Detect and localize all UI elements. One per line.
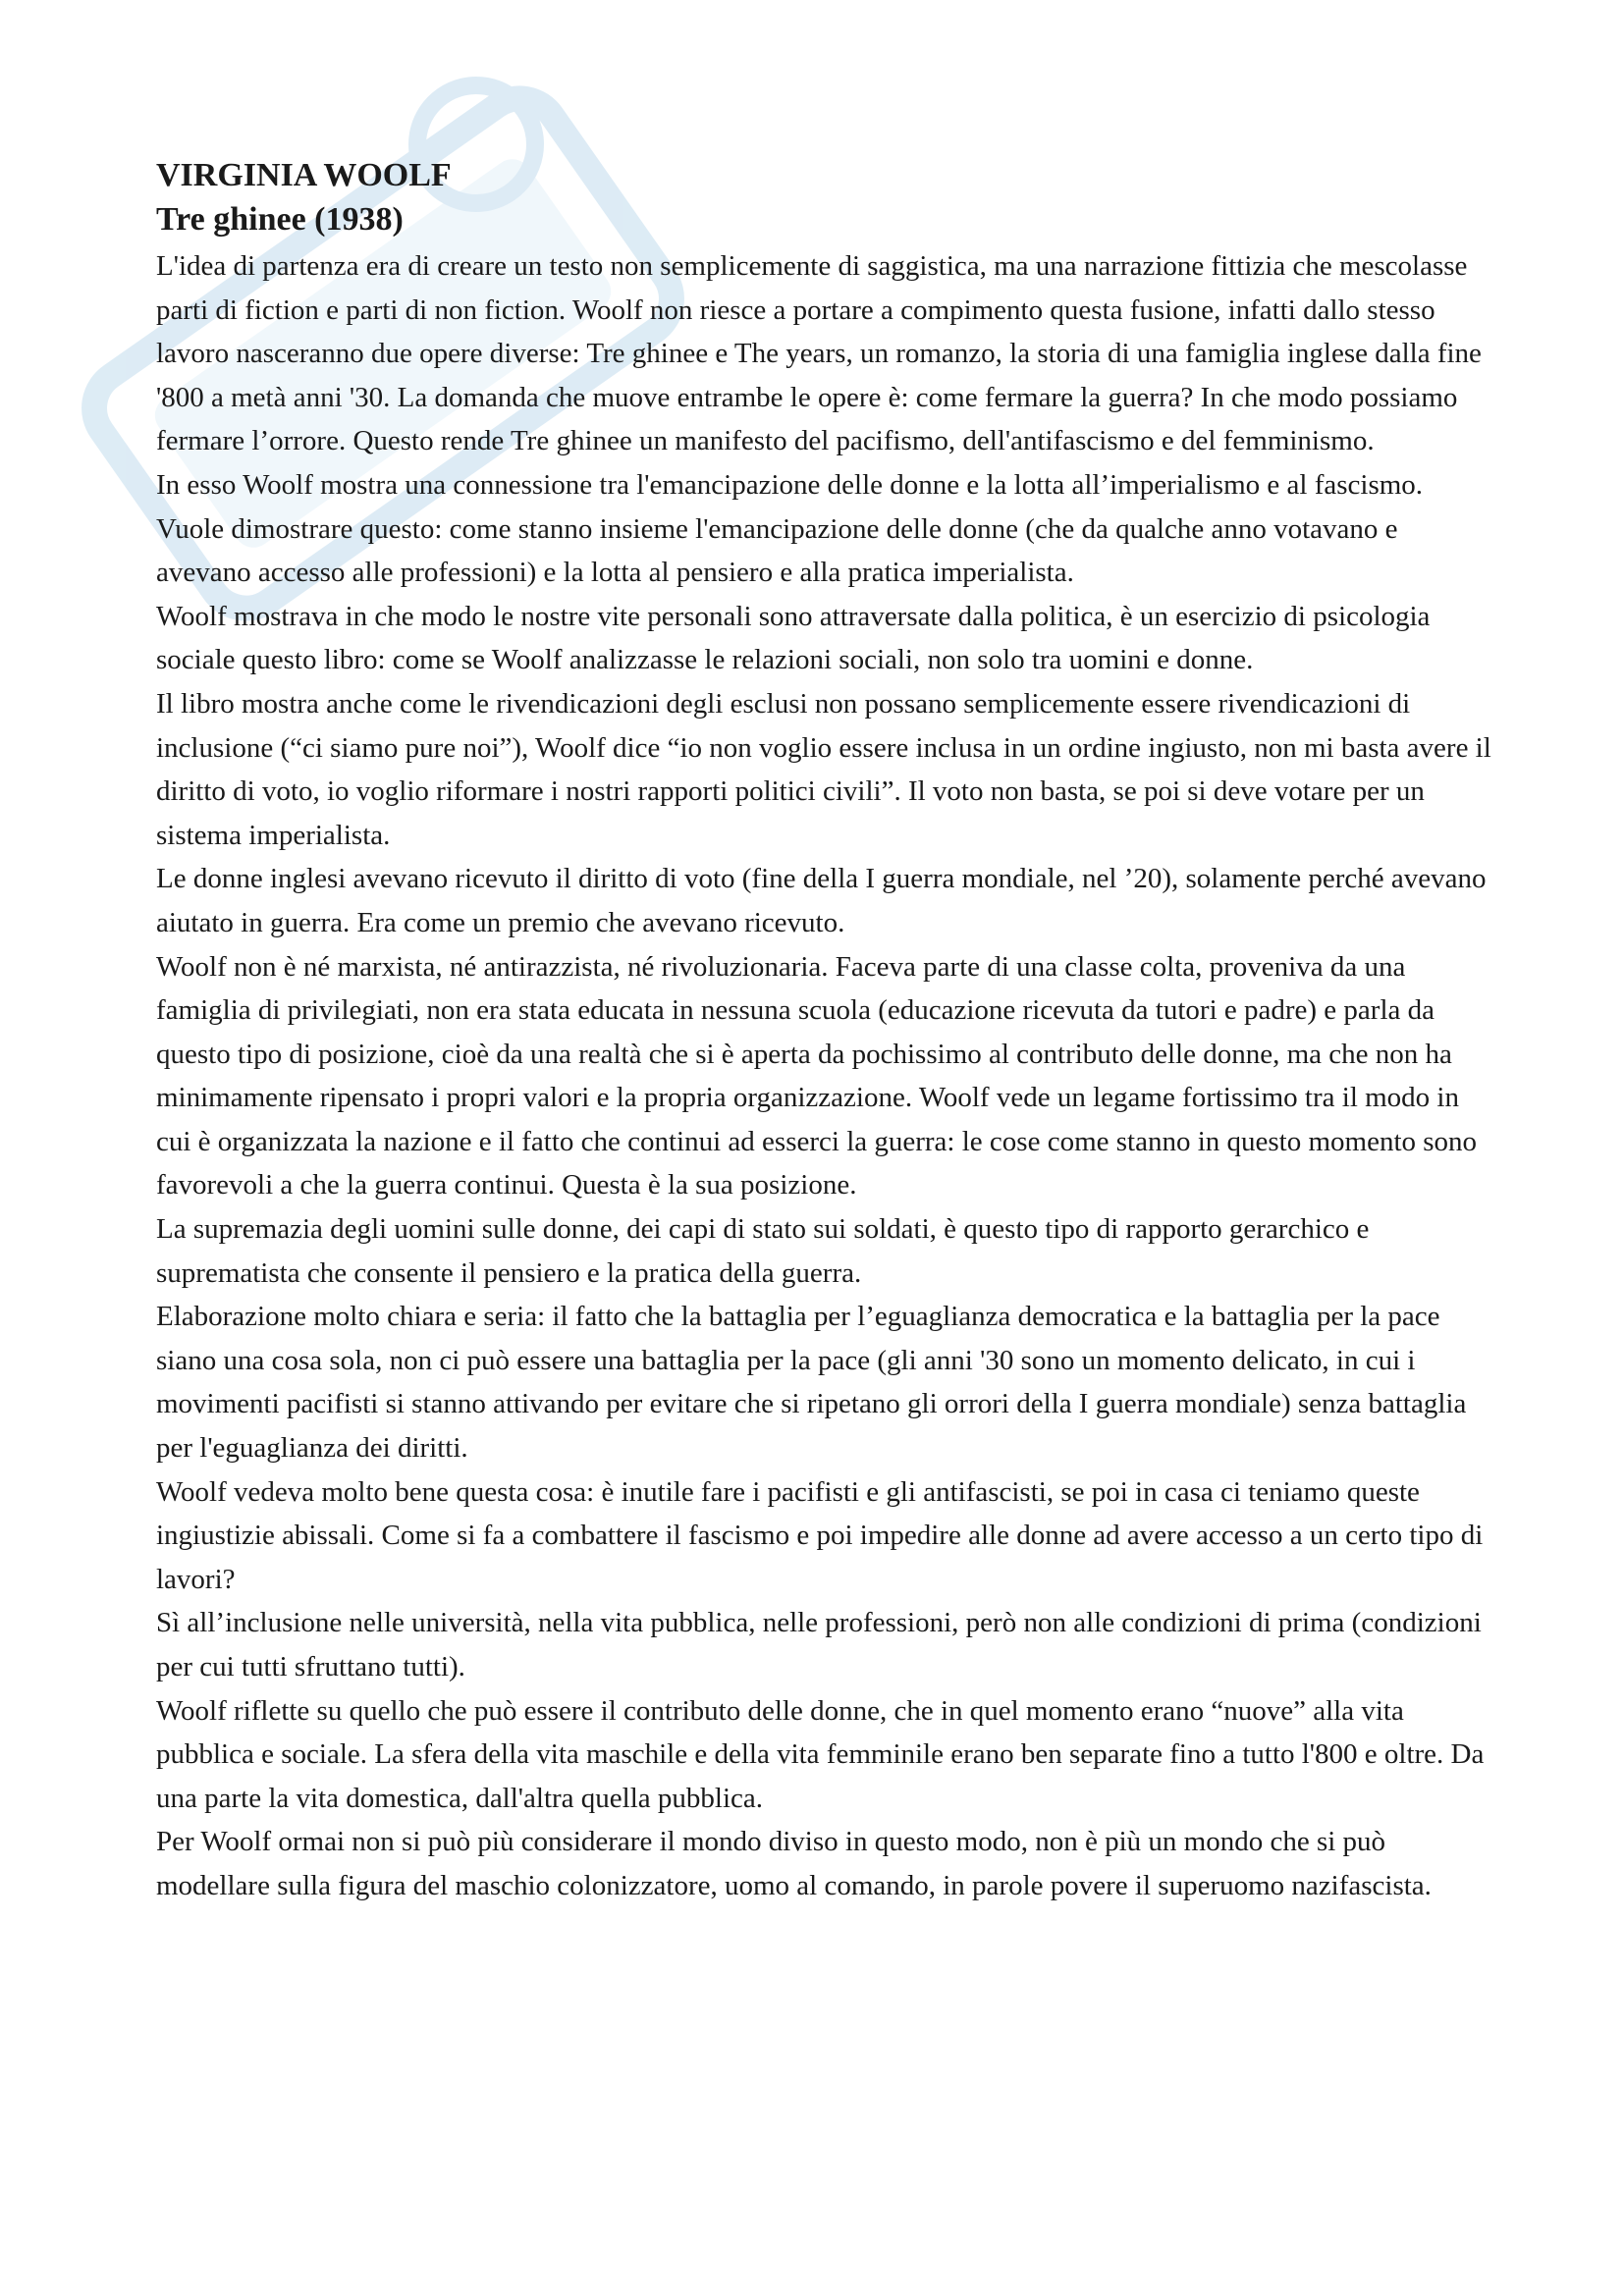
paragraph: Le donne inglesi avevano ricevuto il diritto di voto (fine della I guerra mondiale, nel ’20), solamente perché avevano aiutato in guerra. Era come un premio che avevano ricevuto. — [156, 863, 1487, 938]
document-page — [156, 154, 1491, 1908]
paragraph: Il libro mostra anche come le rivendicazioni degli esclusi non possano semplicemente essere rivendicazioni di inclusione (“ci siamo pure noi”), Woolf dice “io non voglio essere inclusa in un ordine ingiusto, non mi basta avere il diritto di voto, io voglio riformare i nostri rapporti politici civili”. Il voto non basta, se poi si deve votare per un sistema imperialista. — [156, 687, 1491, 851]
paragraph: Woolf non è né marxista, né antirazzista, né rivoluzionaria. Faceva parte di una classe colta, proveniva da una famiglia di privilegiati, non era stata educata in nessuna scuola (educazione ricevuta da tutori e padre) e parla da questo tipo di posizione, cioè da una realtà che si è aperta da pochissimo al contributo delle donne, ma che non ha minimamente ripensato i propri valori e la propria organizzazione. Woolf vede un legame fortissimo tra il modo in cui è organizzata la nazione e il fatto che continui ad esserci la guerra: le cose come stanno in questo momento sono favorevoli a che la guerra continui. Questa è la sua posizione. — [156, 950, 1478, 1201]
paragraph: In esso Woolf mostra una connessione tra l'emancipazione delle donne e la lotta all’imperialismo e al fascismo. Vuole dimostrare questo: come stanno insieme l'emancipazione delle donne (che da qualche anno votavano e avevano accesso alle professioni) e la lotta al pensiero e alla pratica imperialista. — [156, 468, 1424, 589]
paragraph: La supremazia degli uomini sulle donne, dei capi di stato sui soldati, è questo tipo di rapporto gerarchico e suprematista che consente il pensiero e la pratica della guerra. — [156, 1213, 1370, 1289]
paragraph: Sì all’inclusione nelle università, nella vita pubblica, nelle professioni, però non alle condizioni di prima (condizioni per cui tutti sfruttano tutti). — [156, 1607, 1482, 1682]
document-body — [156, 244, 1491, 1908]
paragraph: Woolf vedeva molto bene questa cosa: è inutile fare i pacifisti e gli antifascisti, se poi in casa ci teniamo queste ingiustizie abissali. Come si fa a combattere il fascismo e poi impedire alle donne ad avere accesso a un certo tipo di lavori? — [156, 1475, 1484, 1595]
paragraph: L'idea di partenza era di creare un testo non semplicemente di saggistica, ma una narrazione fittizia che mescolasse parti di fiction e parti di non fiction. Woolf non riesce a portare a compimento questa fusione, infatti dallo stesso lavoro nasceranno due opere diverse: Tre ghinee e The years, un romanzo, la storia di una famiglia inglese dalla fine '800 a metà anni '30. La domanda che muove entrambe le opere è: come fermare la guerra? In che modo possiamo fermare l’orrore. Questo rende Tre ghinee un manifesto del pacifismo, dell'antifascismo e del femminismo. — [156, 250, 1482, 457]
paragraph: Woolf mostrava in che modo le nostre vite personali sono attraversate dalla politica, è un esercizio di psicologia sociale questo libro: come se Woolf analizzasse le relazioni sociali, non solo tra uomini e donne. — [156, 600, 1431, 676]
document-subtitle: Tre ghinee (1938) — [156, 201, 404, 238]
paragraph: Woolf riflette su quello che può essere il contributo delle donne, che in quel momento erano “nuove” alla vita pubblica e sociale. La sfera della vita maschile e della vita femminile erano ben separate fino a tutto l'800 e oltre. Da una parte la vita domestica, dall'altra quella pubblica. — [156, 1694, 1485, 1814]
paragraph: Per Woolf ormai non si può più considerare il mondo diviso in questo modo, non è più un mondo che si può modellare sulla figura del maschio colonizzatore, uomo al comando, in parole povere il superuomo nazifascista. — [156, 1826, 1432, 1901]
paragraph: Elaborazione molto chiara e seria: il fatto che la battaglia per l’eguaglianza democratica e la battaglia per la pace siano una cosa sola, non ci può essere una battaglia per la pace (gli anni '30 sono un momento delicato, in cui i movimenti pacifisti si stanno attivando per evitare che si ripetano gli orrori della I guerra mondiale) senza battaglia per l'eguaglianza dei diritti. — [156, 1301, 1467, 1465]
document-title: VIRGINIA WOOLF — [156, 157, 452, 193]
